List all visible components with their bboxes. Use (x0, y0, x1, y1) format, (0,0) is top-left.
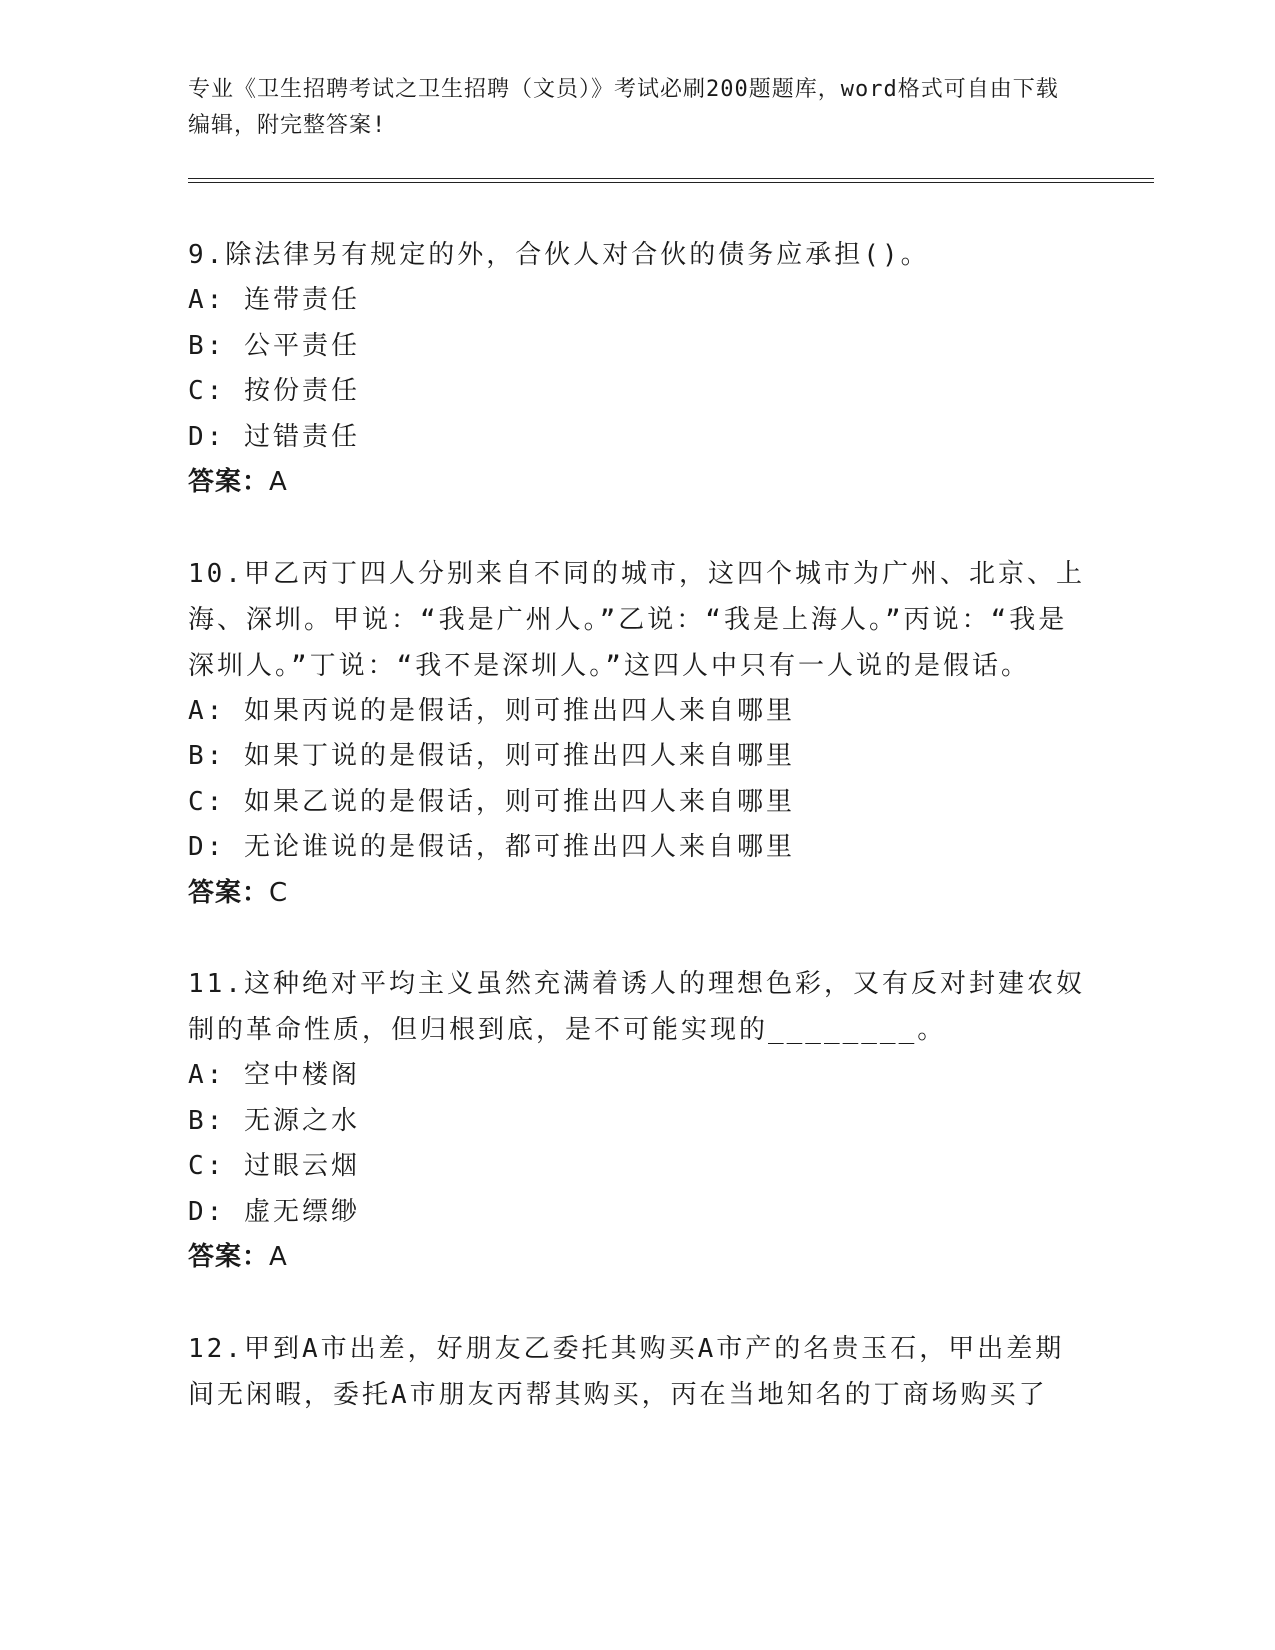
question-stem: 10.甲乙丙丁四人分别来自不同的城市，这四个城市为广州、北京、上海、深圳。甲说：“我是广州人。”乙说：“我是上海人。”丙说：“我是深圳人。”丁说：“我不是深圳人。”这四人中只有一人说的是假话。 (188, 558, 1085, 681)
header-divider (188, 178, 1154, 183)
option-a: A: 连带责任 (188, 285, 360, 315)
option-c: C: 按份责任 (188, 376, 360, 406)
answer-value: C (269, 877, 289, 908)
question-10 (188, 551, 1088, 917)
option-c: C: 如果乙说的是假话，则可推出四人来自哪里 (188, 786, 795, 817)
option-d: D: 虚无缥缈 (188, 1196, 360, 1227)
document-header: 专业《卫生招聘考试之卫生招聘（文员）》考试必刷200题题库，word格式可自由下载编辑，附完整答案! (188, 77, 1059, 138)
option-a: A: 空中楼阁 (188, 1060, 360, 1090)
question-stem: 11.这种绝对平均主义虽然充满着诱人的理想色彩，又有反对封建农奴制的革命性质，但归根到底，是不可能实现的________。 (188, 969, 1085, 1045)
option-d: D: 无论谁说的是假话，都可推出四人来自哪里 (188, 832, 795, 862)
option-a: A: 如果丙说的是假话，则可推出四人来自哪里 (188, 695, 795, 726)
answer-line (188, 871, 1088, 917)
option-b: B: 如果丁说的是假话，则可推出四人来自哪里 (188, 741, 795, 771)
option-b: B: 公平责任 (188, 330, 360, 361)
option-d: D: 过错责任 (188, 421, 360, 452)
question-stem: 12.甲到A市出差，好朋友乙委托其购买A市产的名贵玉石，甲出差期间无闲暇，委托A市朋友丙帮其购买，丙在当地知名的丁商场购买了 (188, 1333, 1065, 1410)
option-b: B: 无源之水 (188, 1105, 360, 1136)
option-c: C: 过眼云烟 (188, 1151, 360, 1181)
answer-label: 答案： (188, 1242, 270, 1272)
question-9 (188, 232, 1088, 506)
answer-line (188, 460, 1088, 506)
answer-value: A (269, 1242, 288, 1272)
question-list (188, 232, 1088, 1463)
answer-line (188, 1235, 1088, 1281)
question-12 (188, 1326, 1088, 1418)
question-11 (188, 961, 1088, 1281)
answer-label: 答案： (188, 467, 270, 497)
answer-value: A (269, 467, 288, 497)
question-stem: 9.除法律另有规定的外，合伙人对合伙的债务应承担()。 (188, 240, 930, 270)
answer-label: 答案： (188, 877, 270, 908)
